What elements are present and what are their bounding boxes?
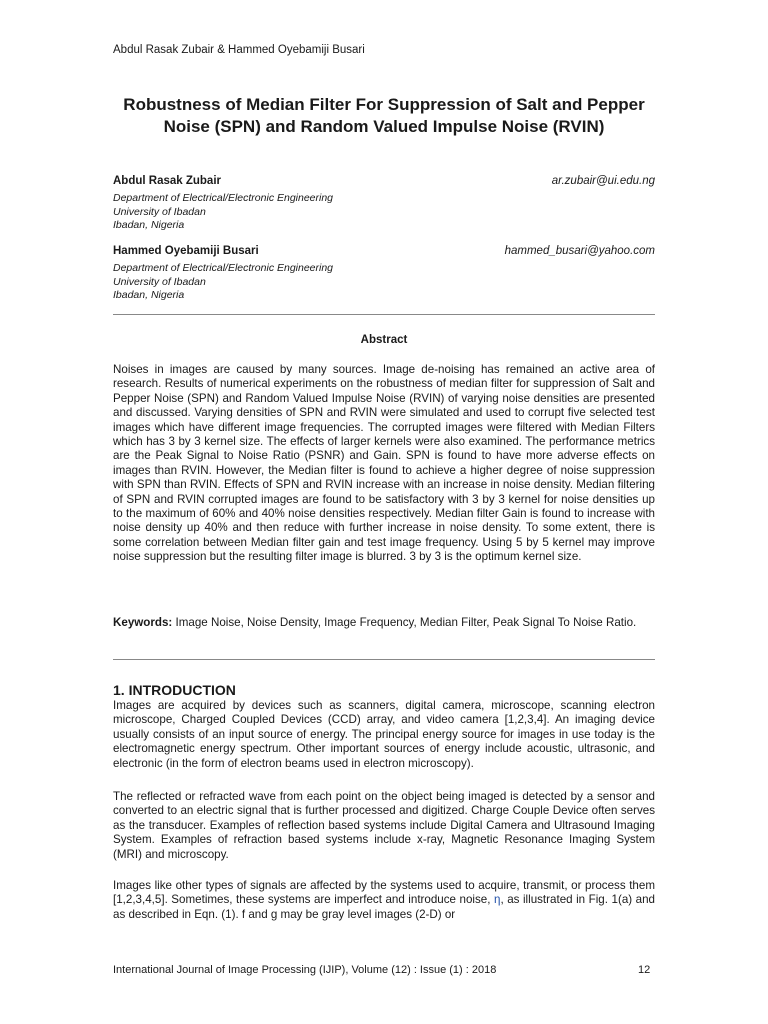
intro-paragraph-3: [113, 879, 655, 922]
intro-p3-text-end: , as illustrated in Fig. 1(a) and as described in Eqn. (1). f and g may be gray level images (2-D) or: [113, 893, 655, 921]
keywords-text: Image Noise, Noise Density, Image Frequency, Median Filter, Peak Signal To Noise Ratio.: [172, 616, 637, 629]
divider-top: [113, 314, 655, 315]
author-email[interactable]: ar.zubair@ui.edu.ng: [551, 175, 655, 187]
keywords: [113, 616, 655, 630]
abstract-heading: Abstract: [360, 334, 408, 346]
paper-title: [100, 94, 668, 138]
author-block-1: [113, 175, 655, 233]
author-university: University of Ibadan: [113, 275, 206, 288]
intro-paragraph-1: Images are acquired by devices such as scanners, digital camera, microscope, scanning electron microscope, Charged Coupled Devices (CCD) array, and video camera [1,2,3,4]. An imaging device usually consists of an input source of energy. The principal energy source for images in use today is the electromagnetic energy spectrum. Other important sources of energy include acoustic, ultrasonic, and electronic (in the form of electron beams used in electron microscopy).: [113, 699, 655, 770]
section-heading-introduction: 1. INTRODUCTION: [113, 682, 236, 698]
title-line-2: Noise (SPN) and Random Valued Impulse Noise (RVIN): [163, 117, 605, 136]
intro-paragraph-2: The reflected or refracted wave from each point on the object being imaged is detected by a sensor and converted to an electric signal that is further processed and digitized. Charge Couple Device often serves as the transducer. Examples of reflection based systems include Digital Camera and Ultrasound Imaging System. Examples of refraction based systems include x-ray, Magnetic Resonance Imaging System (MRI) and microscopy.: [113, 790, 655, 861]
author-block-2: [113, 245, 655, 303]
abstract-text: Noises in images are caused by many sources. Image de-noising has remained an active area of research. Results of numerical experiments on the robustness of median filter for suppression of Salt and Pepper Noise (SPN) and Random Valued Impulse Noise (RVIN) of varying noise densities are presented and discussed. Varying densities of SPN and RVIN were simulated and used to corrupt five selected test images which have different image frequencies. The corrupted images were filtered with Median Filters which has 3 by 3 kernel size. The effects of larger kernels were also examined. The performance metrics are the Peak Signal to Noise Ratio (PSNR) and Gain. SPN is found to have more adverse effects on images than RVIN. However, the Median filter is found to achieve a higher degree of noise suppression with SPN than RVIN. Effects of SPN and RVIN increase with an increase in noise density. Median filtering of SPN and RVIN corrupted images are found to be satisfactory with 3 by 3 kernel for noise densities up to the maximum of 60% and 40% noise densities respectively. Median filter Gain is found to increase with noise density up 40% and then reduce with further increase in noise density. To some extent, there is some correlation between Median filter gain and test image frequency. Using 5 by 5 kernel may improve noise suppression but the resulting filter image is blurred. 3 by 3 is the optimum kernel size.: [113, 363, 655, 564]
eta-symbol: η: [494, 893, 501, 907]
keywords-label: Keywords:: [113, 616, 173, 629]
author-department: Department of Electrical/Electronic Engineering: [113, 262, 334, 274]
intro-p3-text-start: Images like other types of signals are affected by the systems used to acquire, transmit, or process them [1,2,3,4,5]. Sometimes, these systems are imperfect and introduce noise,: [113, 879, 655, 907]
author-name: Hammed Oyebamiji Busari: [113, 245, 259, 257]
author-location: Ibadan, Nigeria: [113, 289, 185, 301]
author-university: University of Ibadan: [113, 205, 206, 218]
running-header-authors: Abdul Rasak Zubair & Hammed Oyebamiji Busari: [113, 44, 365, 56]
title-line-1: Robustness of Median Filter For Suppression of Salt and Pepper: [123, 95, 645, 114]
footer-journal: International Journal of Image Processing (IJIP), Volume (12) : Issue (1) : 2018: [113, 964, 497, 976]
footer-page-number: 12: [638, 964, 651, 976]
author-location: Ibadan, Nigeria: [113, 219, 185, 231]
author-department: Department of Electrical/Electronic Engineering: [113, 192, 334, 204]
divider-bottom: [113, 659, 655, 660]
author-email[interactable]: hammed_busari@yahoo.com: [504, 245, 655, 257]
author-name: Abdul Rasak Zubair: [113, 175, 221, 187]
